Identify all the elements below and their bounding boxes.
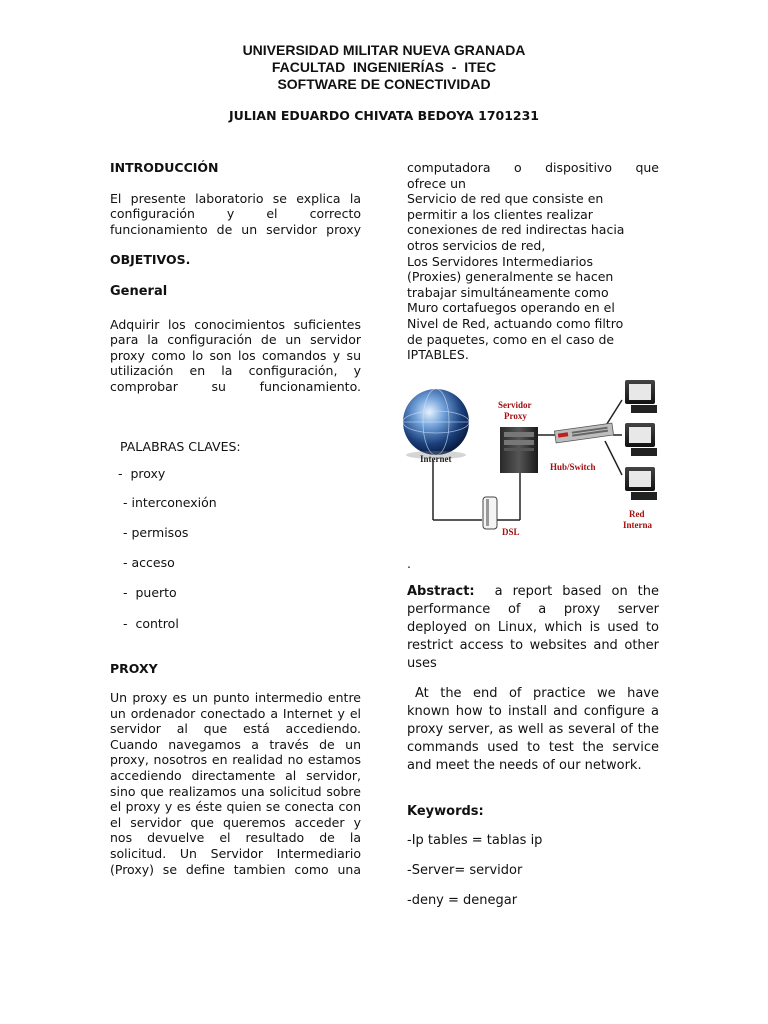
right-line: (Proxies) generalmente se hacen xyxy=(407,269,614,285)
right-top-line: computadora o dispositivo que xyxy=(407,160,659,175)
keyword-item: - proxy xyxy=(118,466,166,481)
right-line: IPTABLES. xyxy=(407,347,469,363)
red-interna-label-line1: Red xyxy=(629,509,645,519)
server-label-line1: Servidor xyxy=(498,400,532,410)
right-line: ofrece un xyxy=(407,175,466,191)
link-line xyxy=(605,441,622,475)
server-label-line2: Proxy xyxy=(504,411,527,421)
abstract-block xyxy=(407,583,659,775)
english-keyword-item: -Ip tables = tablas ip xyxy=(407,833,543,848)
abstract-label: Abstract: xyxy=(407,584,475,599)
intro-paragraph: El presente laboratorio se explica la configuración y el correcto funcionamiento de un servidor proxy xyxy=(110,190,361,237)
english-keyword-item: -deny = denegar xyxy=(407,893,518,908)
general-heading: General xyxy=(110,283,168,299)
right-line: Los Servidores Intermediarios xyxy=(407,253,593,269)
network-diagram xyxy=(400,375,662,543)
general-paragraph: Adquirir los conocimientos suficientes para la configuración de un servidor proxy como lo son los comandos y su utilización en la configuración, y comprobar su funcionamiento. xyxy=(110,316,361,394)
conclusion-paragraph: At the end of practice we have known how to install and configure a proxy server, as well as several of the commands used to test the service and meet the needs of our network. xyxy=(407,686,659,773)
right-line: otros servicios de red, xyxy=(407,237,546,253)
client-monitor-icon xyxy=(625,467,657,500)
faculty-name: FACULTAD INGENIERÍAS - ITEC xyxy=(271,59,497,75)
right-line: conexiones de red indirectas hacia xyxy=(407,222,625,238)
hub-label: Hub/Switch xyxy=(550,462,596,472)
red-interna-label-line2: Interna xyxy=(623,520,652,530)
course-name: SOFTWARE DE CONECTIVIDAD xyxy=(277,76,491,92)
dsl-modem-icon xyxy=(483,497,497,529)
right-line: Servicio de red que consiste en xyxy=(407,191,604,207)
dsl-label: DSL xyxy=(502,527,520,537)
intro-heading: INTRODUCCIÓN xyxy=(110,160,219,175)
right-line: Nivel de Red, actuando como filtro xyxy=(407,315,624,331)
right-column xyxy=(407,160,659,363)
right-line: trabajar simultáneamente como xyxy=(407,284,609,300)
keyword-item: - control xyxy=(123,616,179,631)
abstract-text: a report based on the performance of a proxy server deployed on Linux, which is used to restrict access to websites and other uses xyxy=(407,584,660,671)
link-line xyxy=(605,400,622,427)
author-line: JULIAN EDUARDO CHIVATA BEDOYA 1701231 xyxy=(228,108,540,123)
english-keyword-item: -Server= servidor xyxy=(407,863,523,878)
hub-switch-icon xyxy=(554,423,613,443)
right-line: Muro cortafuegos operando en el xyxy=(407,300,615,316)
left-column xyxy=(110,160,361,395)
separator-dot: . xyxy=(407,556,411,571)
proxy-paragraph: Un proxy es un punto intermedio entre un ordenador conectado a Internet y el servidor al que está accediendo. Cuando navegamos a través de un proxy, nosotros en realidad no estamos accediendo directamente al servidor, sino que realizamos una solicitud sobre el proxy y es éste quien se conecta con el servidor que queremos acceder y nos devuelve el resultado de la solicitud. Un Servidor Intermediario (Proxy) se define tambien como una xyxy=(110,690,361,877)
right-line: de paquetes, como en el caso de xyxy=(407,331,615,347)
proxy-heading: PROXY xyxy=(110,661,158,676)
university-name: UNIVERSIDAD MILITAR NUEVA GRANADA xyxy=(242,42,526,58)
client-monitor-icon xyxy=(625,423,657,456)
proxy-server-icon xyxy=(500,427,538,473)
keywords-heading: PALABRAS CLAVES: xyxy=(120,439,241,454)
english-keywords-heading: Keywords: xyxy=(407,804,484,819)
internet-label: Internet xyxy=(420,454,452,464)
keyword-item: - permisos xyxy=(123,525,189,540)
keyword-item: - puerto xyxy=(123,585,177,600)
client-monitor-icon xyxy=(625,380,657,413)
keyword-item: - acceso xyxy=(123,555,175,570)
internet-globe-icon xyxy=(403,389,469,459)
objectives-heading: OBJETIVOS. xyxy=(110,252,191,268)
keyword-item: - interconexión xyxy=(123,495,217,510)
right-line: permitir a los clientes realizar xyxy=(407,206,593,222)
